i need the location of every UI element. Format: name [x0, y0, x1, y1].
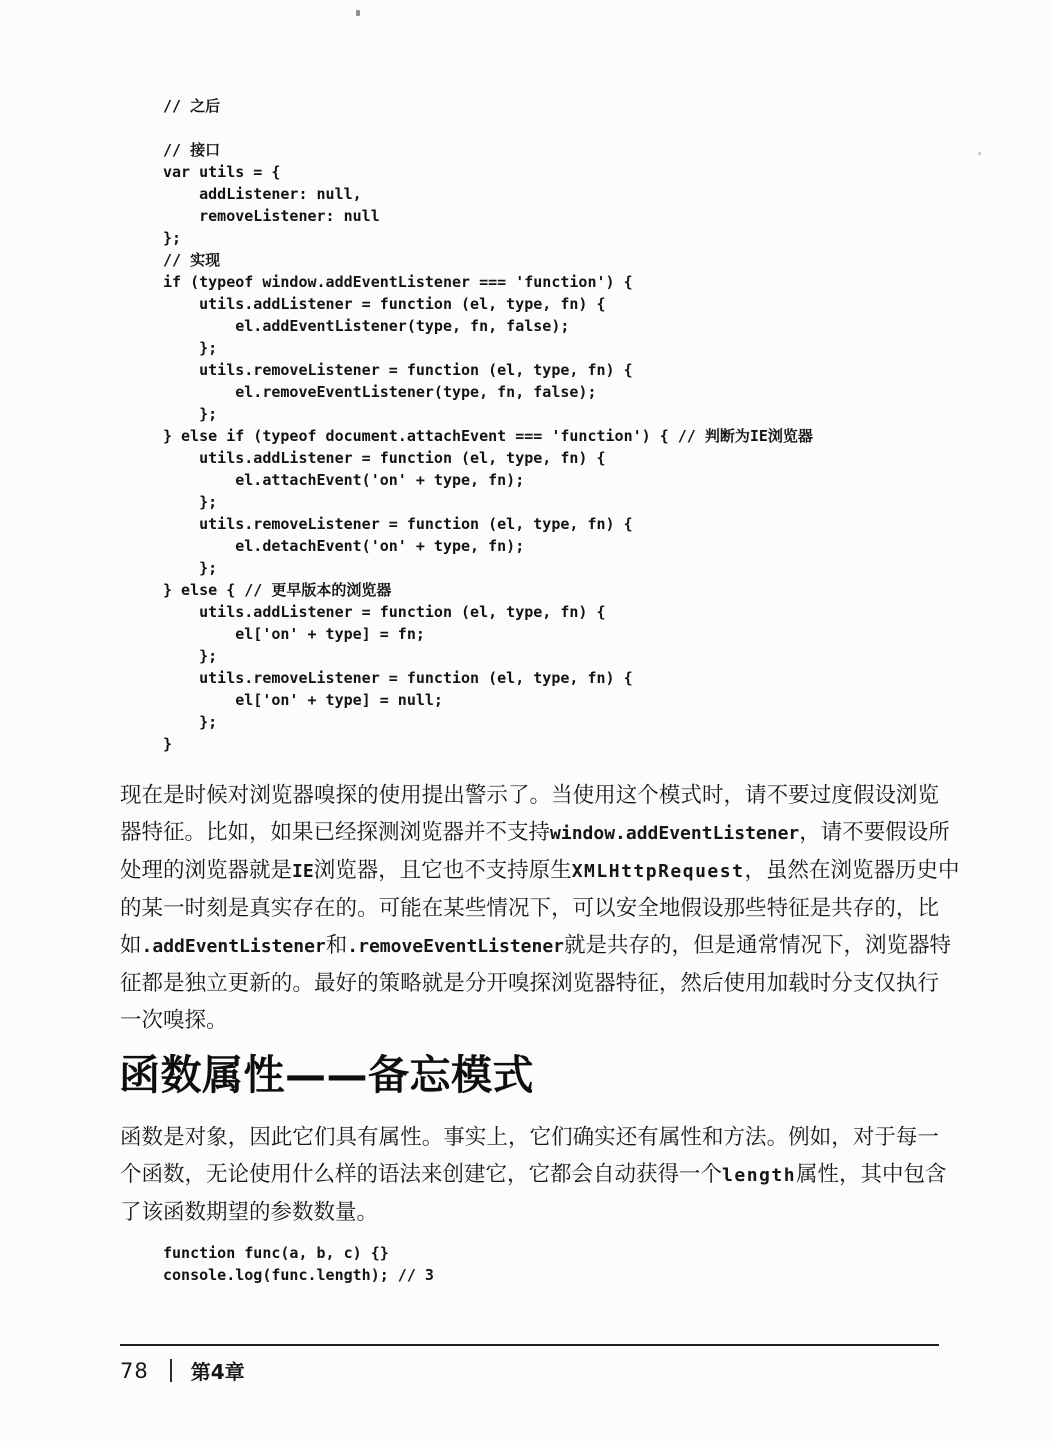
body-text: 一次嗅探。	[120, 1008, 228, 1033]
code-line: removeListener: null	[163, 207, 380, 225]
code-line: // 之后	[163, 97, 221, 115]
code-block-func-length	[163, 1242, 434, 1286]
paragraph-line	[120, 852, 960, 890]
footer-rule	[120, 1344, 939, 1346]
code-line: addListener: null,	[163, 185, 362, 203]
footer	[120, 1356, 245, 1385]
code-line: } else { // 更早版本的浏览器	[163, 581, 392, 599]
paragraph-line	[120, 1002, 939, 1039]
paragraph-line	[120, 927, 952, 965]
paragraph-line	[120, 890, 939, 927]
body-text: 就是共存的，但是通常情况下，浏览器特	[564, 933, 952, 958]
code-line: el.addEventListener(type, fn, false);	[163, 317, 570, 335]
body-text: 属性，其中包含	[796, 1162, 947, 1187]
code-line: };	[163, 647, 218, 665]
inline-code: IE	[292, 861, 314, 882]
inline-code: .addEventListener	[141, 936, 326, 957]
code-line: console.log(func.length); // 3	[163, 1266, 434, 1284]
code-line: // 接口	[163, 141, 221, 159]
code-line: el.removeEventListener(type, fn, false);	[163, 383, 597, 401]
inline-code: length	[722, 1165, 797, 1186]
code-line: }	[163, 735, 173, 753]
body-text: ，请不要假设所	[799, 820, 950, 845]
scan-speck	[356, 10, 360, 16]
paragraph-line	[120, 965, 939, 1002]
paragraph-browser-sniffing-warning	[120, 777, 960, 1039]
body-text: 征都是独立更新的。最好的策略就是分开嗅探浏览器特征，然后使用加载时分支仅执行	[120, 971, 939, 996]
body-text: 了该函数期望的参数数量。	[120, 1200, 379, 1225]
code-line: el.detachEvent('on' + type, fn);	[163, 537, 525, 555]
paragraph-line	[120, 1156, 947, 1194]
code-line: };	[163, 493, 218, 511]
body-text: 个函数，无论使用什么样的语法来创建它，它都会自动获得一个	[120, 1162, 723, 1187]
paragraph-line	[120, 1119, 939, 1156]
body-text: 的某一时刻是真实存在的。可能在某些情况下，可以安全地假设那些特征是共存的，比	[120, 896, 939, 921]
section-heading: 函数属性——备忘模式	[119, 1051, 534, 1099]
page-number: 78	[120, 1358, 149, 1383]
body-text: 器特征。比如，如果已经探测浏览器并不支持	[120, 820, 551, 845]
body-text: 和	[325, 933, 348, 958]
code-line: // 实现	[163, 251, 221, 269]
body-text: 处理的浏览器就是	[120, 858, 293, 883]
code-line: };	[163, 339, 218, 357]
code-line: utils.addListener = function (el, type, fn) {	[163, 449, 606, 467]
paragraph-line	[120, 777, 939, 814]
inline-code: window.addEventListener	[550, 823, 800, 844]
body-text: 现在是时候对浏览器嗅探的使用提出警示了。当使用这个模式时，请不要过度假设浏览	[120, 783, 939, 808]
code-line: utils.removeListener = function (el, type, fn) {	[163, 669, 633, 687]
code-line: };	[163, 405, 218, 423]
body-text: ，虽然在浏览器历史中	[744, 858, 960, 883]
code-line: el.attachEvent('on' + type, fn);	[163, 471, 525, 489]
code-line: utils.removeListener = function (el, type, fn) {	[163, 515, 633, 533]
scan-speck	[978, 152, 981, 155]
footer-divider	[170, 1359, 172, 1382]
code-line: } else if (typeof document.attachEvent === 'function') { // 判断为IE浏览器	[163, 427, 813, 445]
inline-code: .removeEventListener	[347, 936, 565, 957]
paragraph-line	[120, 814, 950, 852]
code-line: utils.addListener = function (el, type, fn) {	[163, 603, 606, 621]
paragraph-line	[120, 1194, 939, 1231]
code-block-event-listener-utils	[163, 95, 813, 755]
body-text: 浏览器，且它也不支持原生	[313, 858, 572, 883]
body-text: 如	[120, 933, 142, 958]
code-line: if (typeof window.addEventListener === 'function') {	[163, 273, 633, 291]
paragraph-function-properties-intro	[120, 1119, 947, 1231]
code-line: utils.removeListener = function (el, type, fn) {	[163, 361, 633, 379]
code-line: var utils = {	[163, 163, 281, 181]
inline-code: XMLHttpRequest	[571, 861, 745, 882]
code-line: };	[163, 559, 218, 577]
code-line: };	[163, 229, 182, 247]
code-line: el['on' + type] = fn;	[163, 625, 425, 643]
body-text: 函数是对象，因此它们具有属性。事实上，它们确实还有属性和方法。例如，对于每一	[120, 1125, 939, 1150]
code-line: el['on' + type] = null;	[163, 691, 443, 709]
code-line: };	[163, 713, 218, 731]
chapter-label: 第4章	[190, 1360, 245, 1384]
code-line	[163, 117, 813, 139]
code-line: function func(a, b, c) {}	[163, 1244, 389, 1262]
code-line: utils.addListener = function (el, type, fn) {	[163, 295, 606, 313]
